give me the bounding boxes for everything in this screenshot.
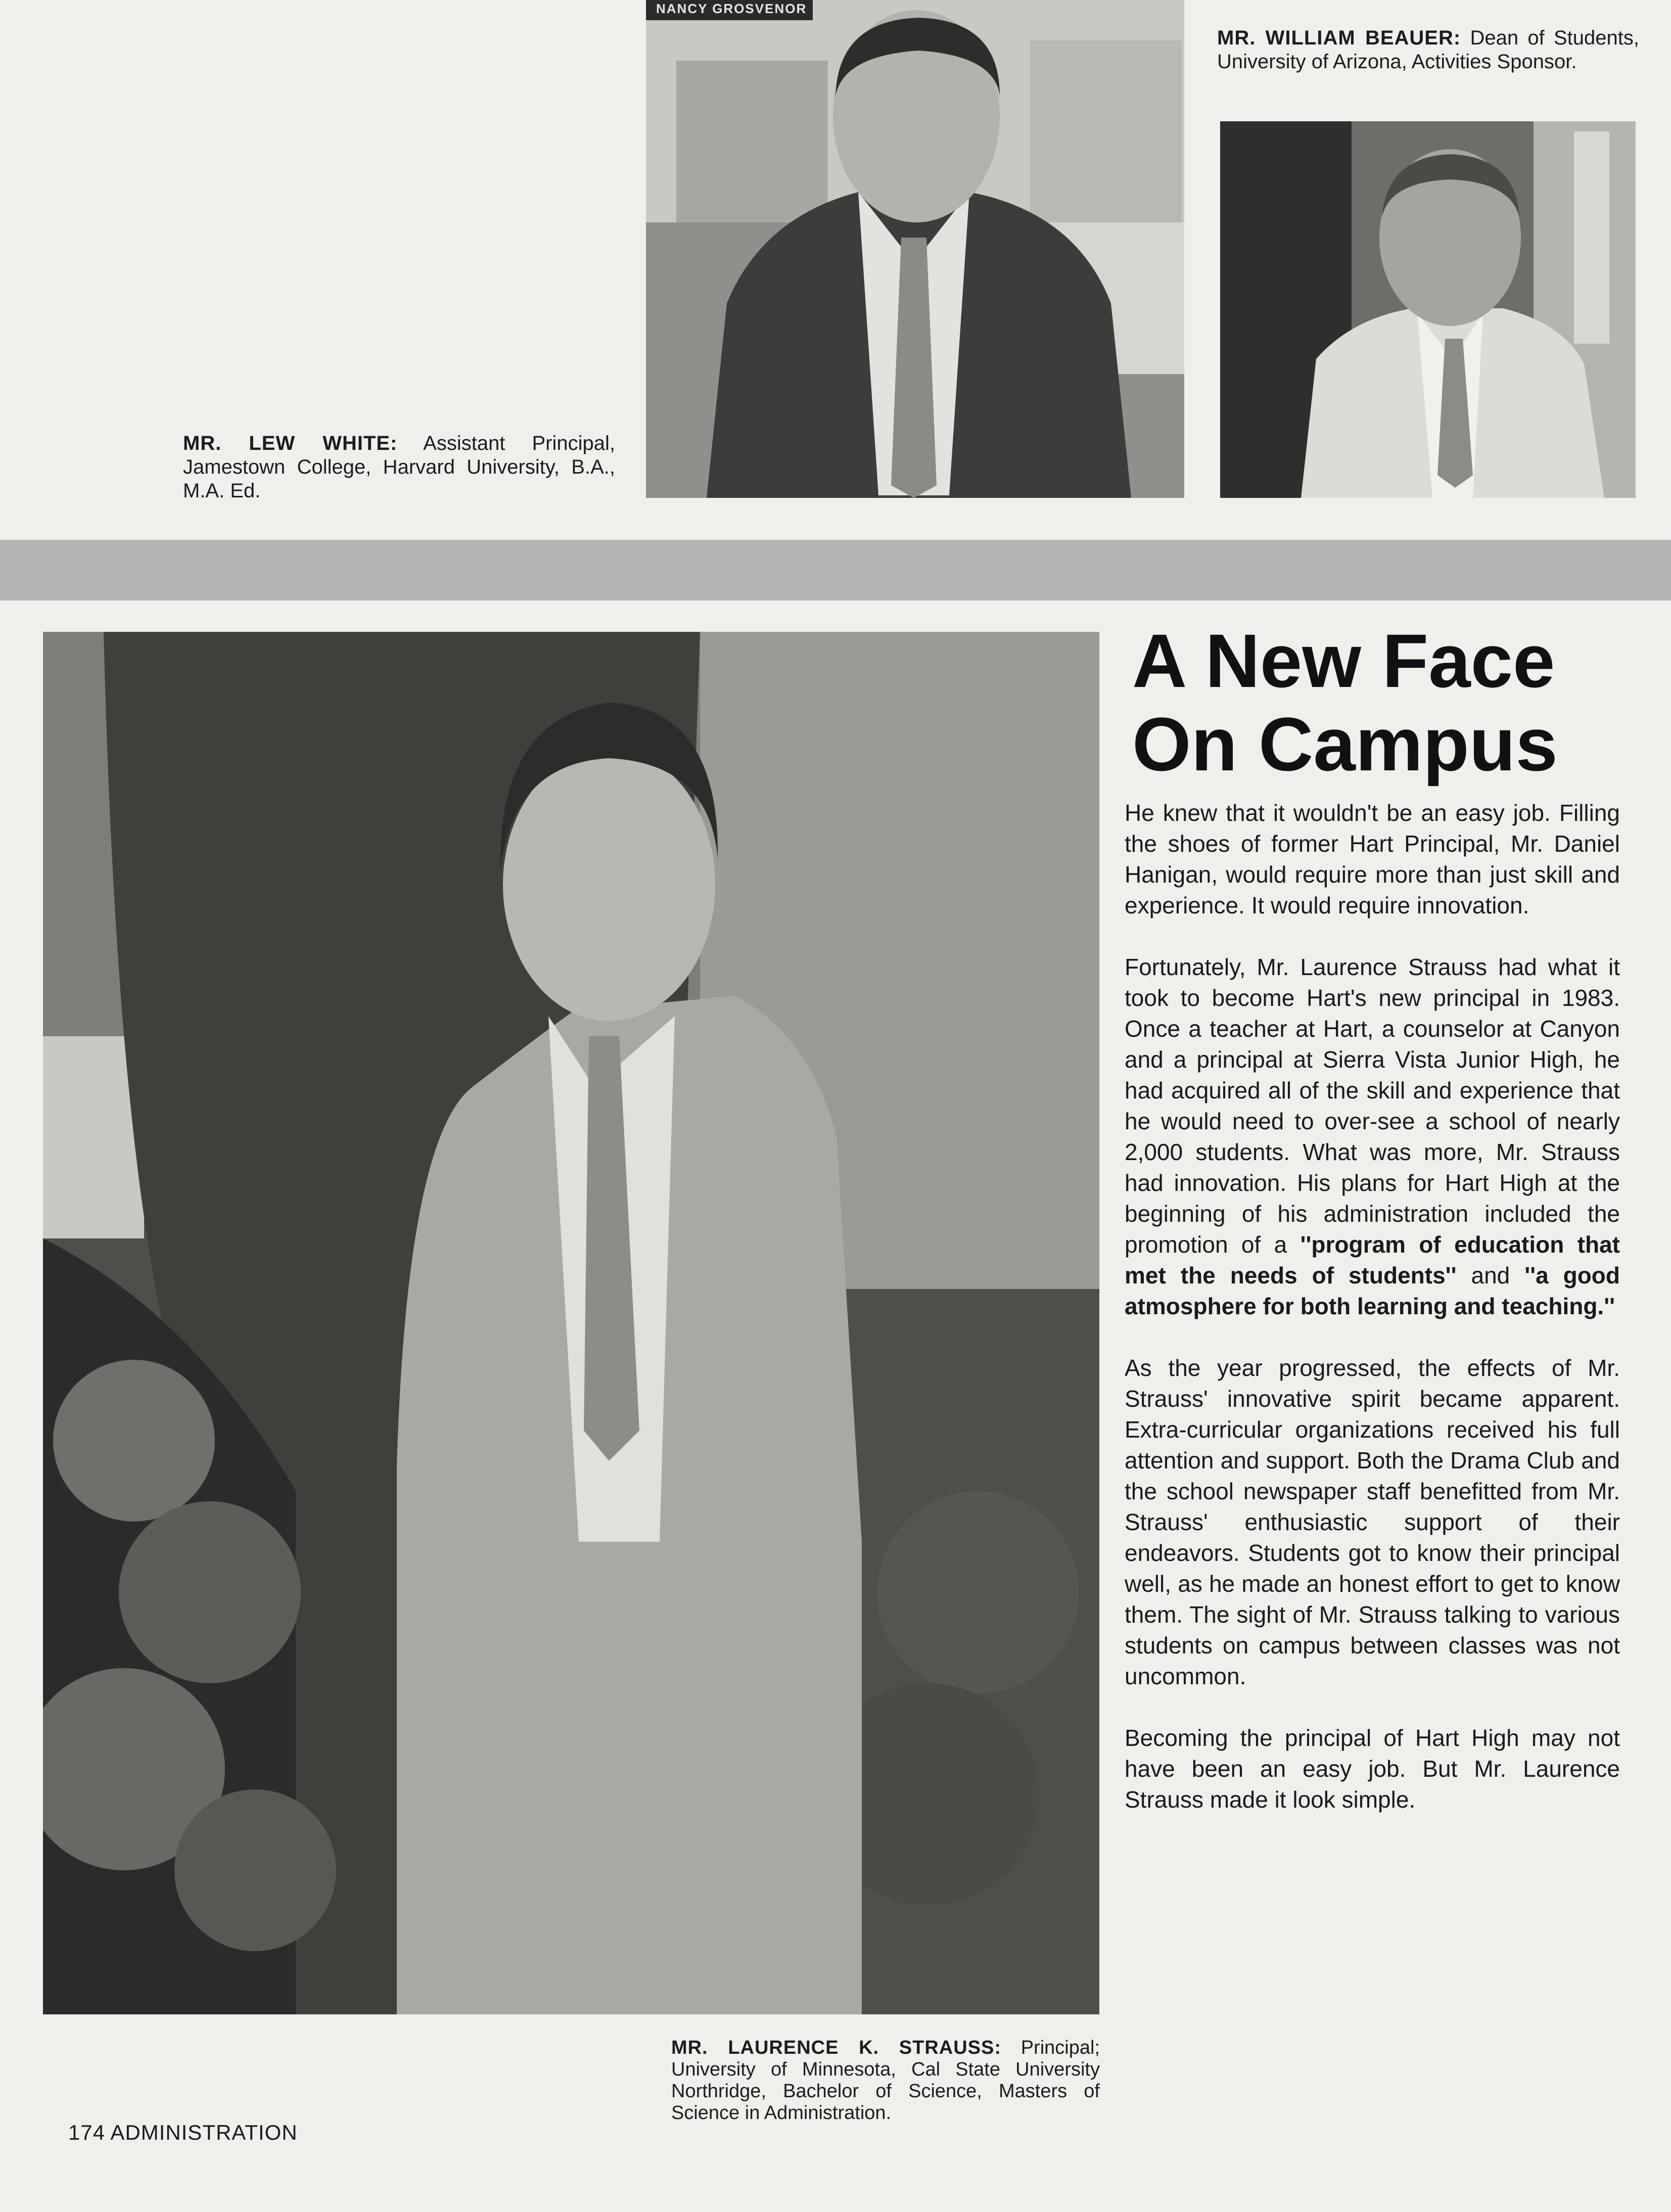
quote-program-of-education: ''program of education that met the needs of students'' (1125, 1231, 1620, 1288)
section-divider-band (0, 540, 1671, 601)
photo-laurence-strauss (43, 632, 1099, 2014)
photo-william-beauer (1220, 121, 1636, 498)
article-paragraph-2 (1125, 952, 1620, 1322)
caption-name: MR. WILLIAM BEAUER: (1217, 27, 1461, 49)
caption-william-beauer (1217, 26, 1639, 74)
quote-good-atmosphere: ''a good atmosphere for both learning and teaching.'' (1125, 1262, 1620, 1319)
photo-lew-white-image (646, 0, 1184, 498)
article-body (1125, 798, 1620, 1846)
article-paragraph-3: As the year progressed, the effects of Mr. Strauss' innovative spirit became apparent. Extra-curricular organizations received his full attention and support. Both the Drama Club and the school newspaper staff benefitted from Mr. Strauss' enthusiastic support of their endeavors. Students got to know their principal well, as he made an honest effort to get to know them. The sight of Mr. Strauss talking to various students on campus between classes was not uncommon. (1125, 1355, 1620, 1689)
headline-line-1: A New Face (1132, 618, 1555, 703)
photo-lew-white (646, 0, 1184, 498)
article-paragraph-4: Becoming the principal of Hart High may not have been an easy job. But Mr. Laurence Strauss made it look simple. (1125, 1725, 1620, 1813)
caption-name: MR. LAURENCE K. STRAUSS: (671, 2037, 1002, 2058)
paragraph-2-conjunction: and (1456, 1262, 1525, 1288)
headline-line-2: On Campus (1132, 702, 1558, 787)
photo-laurence-strauss-image (43, 632, 1099, 2014)
article-paragraph-1: He knew that it wouldn't be an easy job. Filling the shoes of former Hart Principal, Mr. Daniel Hanigan, would require more than just skill and experience. It would require innovation. (1125, 800, 1620, 918)
paragraph-2-intro: Fortunately, Mr. Laurence Strauss had what it took to become Hart's new principal in 1983. Once a teacher at Hart, a counselor at Canyon and a principal at Sierra Vista Junior High, he had acquired all of the skill and experience that he would need to over-see a school of nearly 2,000 students. What was more, Mr. Strauss had innovation. His plans for Hart High at the beginning of his administration included the promotion of a (1125, 954, 1620, 1258)
nameplate: NANCY GROSVENOR (656, 1, 807, 16)
article-headline (1132, 619, 1638, 786)
caption-lew-white (183, 432, 615, 503)
page-folio: 174 ADMINISTRATION (68, 2121, 298, 2144)
caption-text: Dean of Students, University of Arizona, Activities Sponsor. (1217, 27, 1640, 73)
caption-name: MR. LEW WHITE: (183, 432, 398, 454)
caption-laurence-strauss (671, 2037, 1100, 2124)
caption-text: Assistant Principal, Jamestown College, Harvard University, B.A., M.A. Ed. (183, 432, 615, 502)
photo-william-beauer-image (1220, 121, 1636, 498)
caption-text: Principal; University of Minnesota, Cal State University Northridge, Bachelor of Science, Masters of Science in Administration. (671, 2037, 1100, 2124)
